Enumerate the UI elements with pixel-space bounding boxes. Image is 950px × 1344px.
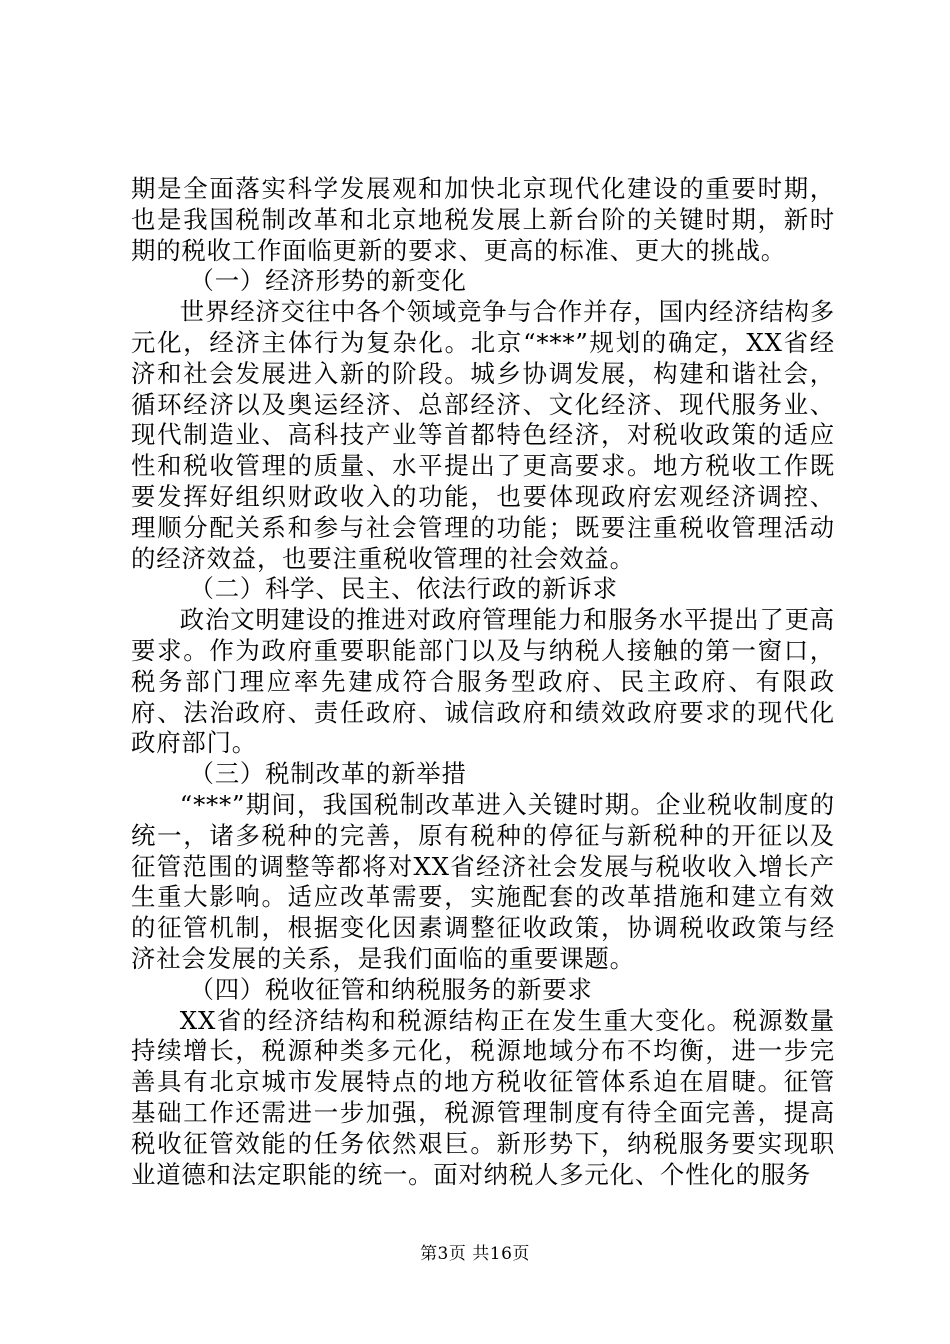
section-heading-3: （三）税制改革的新举措 <box>189 759 467 789</box>
paragraph-economy: 世界经济交往中各个领域竞争与合作并存，国内经济结构多元化，经济主体行为复杂化。北京“***”规划的确定，XX省经济和社会发展进入新的阶段。城乡协调发展，构建和谐社会，循环经济以及奥运经济、总部经济、文化经济、现代服务业、现代制造业、高科技产业等首都特色经济，对税收政策的适应性和税收管理的质量、水平提出了更高要求。地方税收工作既要发挥好组织财政收入的功能，也要体现政府宏观经济调控、理顺分配关系和参与社会管理的功能；既要注重税收管理活动的经济效益，也要注重税收管理的社会效益。 <box>131 297 835 573</box>
section-heading-2: （二）科学、民主、依法行政的新诉求 <box>189 574 618 604</box>
section-heading-4: （四）税收征管和纳税服务的新要求 <box>189 974 593 1004</box>
paragraph-governance: 政治文明建设的推进对政府管理能力和服务水平提出了更高要求。作为政府重要职能部门以及与纳税人接触的第一窗口，税务部门理应率先建成符合服务型政府、民主政府、有限政府、法治政府、责任政府、诚信政府和绩效政府要求的现代化政府部门。 <box>131 605 835 758</box>
paragraph-tax-administration: XX省的经济结构和税源结构正在发生重大变化。税源数量持续增长，税源种类多元化，税源地域分布不均衡，进一步完善具有北京城市发展特点的地方税收征管体系迫在眉睫。征管基础工作还需进一步加强，税源管理制度有待全面完善，提高税收征管效能的任务依然艰巨。新形势下，纳税服务要实现职业道德和法定职能的统一。面对纳税人多元化、个性化的服务 <box>131 1005 835 1189</box>
document-body <box>131 174 835 1190</box>
section-heading-1: （一）经济形势的新变化 <box>189 266 467 296</box>
page-number-footer: 第3页 共16页 <box>420 1244 530 1264</box>
paragraph-tax-reform: “***”期间，我国税制改革进入关键时期。企业税收制度的统一，诸多税种的完善，原有税种的停征与新税种的开征以及征管范围的调整等都将对XX省经济社会发展与税收收入增长产生重大影响。适应改革需要，实施配套的改革措施和建立有效的征管机制，根据变化因素调整征收政策，协调税收政策与经济社会发展的关系，是我们面临的重要课题。 <box>131 789 835 973</box>
paragraph-continued: 期是全面落实科学发展观和加快北京现代化建设的重要时期，也是我国税制改革和北京地税发展上新台阶的关键时期，新时期的税收工作面临更新的要求、更高的标准、更大的挑战。 <box>131 174 835 265</box>
